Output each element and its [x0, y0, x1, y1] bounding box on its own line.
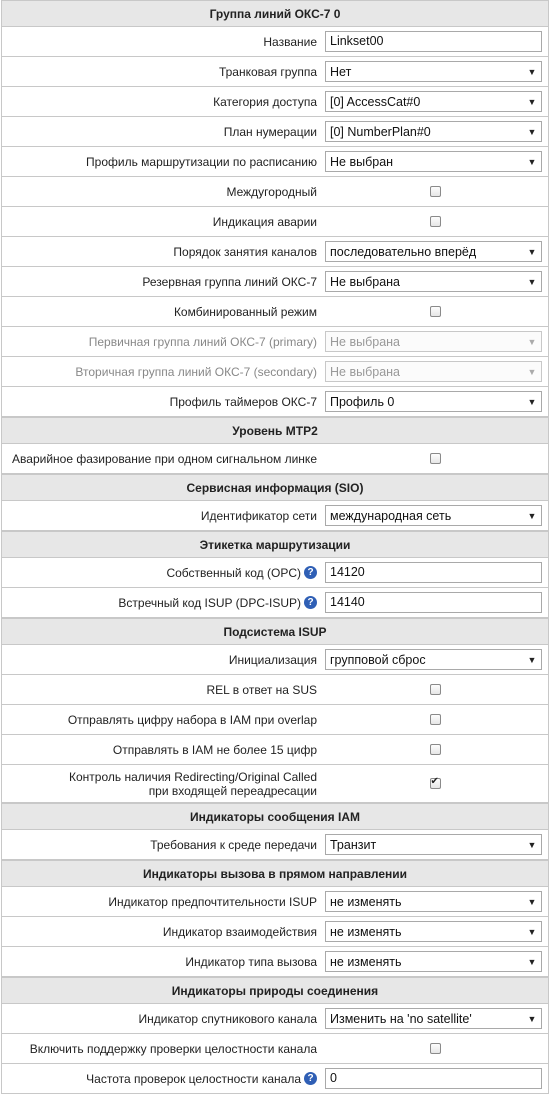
row-access-category [2, 87, 548, 117]
chevron-down-icon: ▼ [527, 276, 537, 287]
rel-on-sus-label: REL в ответ на SUS [206, 682, 317, 697]
linkset-settings-form [1, 0, 549, 1094]
continuity-frequency-label: Частота проверок целостности канала [86, 1071, 301, 1086]
transmission-medium-select[interactable] [325, 834, 542, 855]
row-dpc [2, 588, 548, 618]
reserve-group-label: Резервная группа линий ОКС-7 [142, 274, 317, 289]
chevron-down-icon: ▼ [527, 156, 537, 167]
long-distance-label: Междугородный [226, 184, 317, 199]
call-type-value: не изменять [330, 954, 402, 969]
redirect-control-label-line1: Контроль наличия Redirecting/Original Called [69, 769, 317, 784]
row-interworking [2, 917, 548, 947]
chevron-down-icon: ▼ [527, 956, 537, 967]
dpc-input[interactable]: 14140 [325, 592, 542, 613]
help-icon[interactable]: ? [304, 1072, 317, 1085]
row-emergency-phasing [2, 444, 548, 474]
isup-preference-value: не изменять [330, 894, 402, 909]
row-timer-profile [2, 387, 548, 417]
satellite-label: Индикатор спутникового канала [138, 1011, 317, 1026]
primary-group-label: Первичная группа линий ОКС-7 (primary) [88, 334, 317, 349]
secondary-group-label: Вторичная группа линий ОКС-7 (secondary) [75, 364, 317, 379]
chevron-down-icon: ▼ [527, 246, 537, 257]
primary-group-select [325, 331, 542, 352]
isup-preference-select[interactable] [325, 891, 542, 912]
row-trunk-group [2, 57, 548, 87]
network-id-select[interactable] [325, 505, 542, 526]
section-linkset: Группа линий ОКС-7 0 [2, 0, 548, 27]
section-routing-label: Этикетка маршрутизации [2, 531, 548, 558]
section-connection-nature: Индикаторы природы соединения [2, 977, 548, 1004]
transmission-medium-value: Транзит [330, 837, 377, 852]
row-redirect-control [2, 765, 548, 803]
secondary-group-value: Не выбрана [330, 364, 400, 379]
emergency-phasing-checkbox[interactable] [430, 453, 441, 464]
row-reserve-group [2, 267, 548, 297]
row-max-15-digits [2, 735, 548, 765]
opc-input[interactable]: 14120 [325, 562, 542, 583]
chevron-down-icon: ▼ [527, 839, 537, 850]
access-category-select[interactable] [325, 91, 542, 112]
row-channel-order [2, 237, 548, 267]
initialization-value: групповой сброс [330, 652, 426, 667]
row-alarm-indication [2, 207, 548, 237]
interworking-label: Индикатор взаимодействия [162, 924, 317, 939]
interworking-select[interactable] [325, 921, 542, 942]
section-isup: Подсистема ISUP [2, 618, 548, 645]
chevron-down-icon: ▼ [527, 396, 537, 407]
chevron-down-icon: ▼ [527, 510, 537, 521]
reserve-group-value: Не выбрана [330, 274, 400, 289]
combined-mode-checkbox[interactable] [430, 306, 441, 317]
row-transmission-medium [2, 830, 548, 860]
trunk-group-label: Транковая группа [218, 64, 317, 79]
chevron-down-icon: ▼ [527, 366, 537, 377]
opc-label: Собственный код (OPC) [166, 565, 301, 580]
numbering-plan-label: План нумерации [223, 124, 317, 139]
numbering-plan-select[interactable] [325, 121, 542, 142]
chevron-down-icon: ▼ [527, 926, 537, 937]
trunk-group-value: Нет [330, 64, 352, 79]
primary-group-value: Не выбрана [330, 334, 400, 349]
alarm-indication-checkbox[interactable] [430, 216, 441, 227]
schedule-profile-label: Профиль маршрутизации по расписанию [86, 154, 317, 169]
chevron-down-icon: ▼ [527, 654, 537, 665]
alarm-indication-label: Индикация аварии [212, 214, 317, 229]
help-icon[interactable]: ? [304, 566, 317, 579]
chevron-down-icon: ▼ [527, 66, 537, 77]
row-primary-group [2, 327, 548, 357]
isup-preference-label: Индикатор предпочтительности ISUP [108, 894, 317, 909]
section-sio: Сервисная информация (SIO) [2, 474, 548, 501]
chevron-down-icon: ▼ [527, 336, 537, 347]
section-mtp2: Уровень МТР2 [2, 417, 548, 444]
channel-order-value: последовательно вперёд [330, 244, 477, 259]
access-category-label: Категория доступа [213, 94, 317, 109]
row-call-type [2, 947, 548, 977]
row-rel-on-sus [2, 675, 548, 705]
chevron-down-icon: ▼ [527, 126, 537, 137]
row-combined-mode [2, 297, 548, 327]
network-id-value: международная сеть [330, 508, 452, 523]
row-network-id [2, 501, 548, 531]
row-secondary-group [2, 357, 548, 387]
continuity-frequency-input[interactable]: 0 [325, 1068, 542, 1089]
row-schedule-profile [2, 147, 548, 177]
numbering-plan-value: [0] NumberPlan#0 [330, 124, 431, 139]
name-label: Название [263, 34, 317, 49]
emergency-phasing-label: Аварийное фазирование при одном сигнальном линке [12, 451, 317, 466]
transmission-medium-label: Требования к среде передачи [150, 837, 317, 852]
combined-mode-label: Комбинированный режим [173, 304, 317, 319]
row-name [2, 27, 548, 57]
dpc-label: Встречный код ISUP (DPC-ISUP) [118, 595, 301, 610]
schedule-profile-select[interactable] [325, 151, 542, 172]
satellite-value: Изменить на 'no satellite' [330, 1011, 472, 1026]
access-category-value: [0] AccessCat#0 [330, 94, 421, 109]
row-isup-preference [2, 887, 548, 917]
row-send-digits-overlap [2, 705, 548, 735]
redirect-control-label-line2: при входящей переадресации [148, 783, 317, 798]
continuity-check-checkbox[interactable] [430, 1043, 441, 1054]
row-continuity-check [2, 1034, 548, 1064]
timer-profile-select[interactable] [325, 391, 542, 412]
row-continuity-frequency [2, 1064, 548, 1094]
secondary-group-select [325, 361, 542, 382]
schedule-profile-value: Не выбран [330, 154, 394, 169]
redirect-control-label [69, 770, 317, 798]
satellite-select[interactable] [325, 1008, 542, 1029]
row-initialization [2, 645, 548, 675]
section-iam: Индикаторы сообщения IAM [2, 803, 548, 830]
chevron-down-icon: ▼ [527, 1013, 537, 1024]
send-digits-overlap-checkbox[interactable] [430, 714, 441, 725]
max-15-digits-label: Отправлять в IAM не более 15 цифр [112, 742, 317, 757]
trunk-group-select[interactable] [325, 61, 542, 82]
row-long-distance [2, 177, 548, 207]
initialization-label: Инициализация [228, 652, 317, 667]
timer-profile-label: Профиль таймеров ОКС-7 [169, 394, 317, 409]
section-forward-indicators: Индикаторы вызова в прямом направлении [2, 860, 548, 887]
channel-order-select[interactable] [325, 241, 542, 262]
continuity-check-label: Включить поддержку проверки целостности канала [29, 1041, 317, 1056]
redirect-control-checkbox[interactable] [430, 778, 441, 789]
send-digits-overlap-label: Отправлять цифру набора в IAM при overlap [67, 712, 317, 727]
interworking-value: не изменять [330, 924, 402, 939]
channel-order-label: Порядок занятия каналов [173, 244, 317, 259]
name-input[interactable]: Linkset00 [325, 31, 542, 52]
chevron-down-icon: ▼ [527, 896, 537, 907]
call-type-select[interactable] [325, 951, 542, 972]
row-opc [2, 558, 548, 588]
max-15-digits-checkbox[interactable] [430, 744, 441, 755]
call-type-label: Индикатор типа вызова [185, 954, 317, 969]
chevron-down-icon: ▼ [527, 96, 537, 107]
network-id-label: Идентификатор сети [200, 508, 317, 523]
rel-on-sus-checkbox[interactable] [430, 684, 441, 695]
row-satellite [2, 1004, 548, 1034]
help-icon[interactable]: ? [304, 596, 317, 609]
long-distance-checkbox[interactable] [430, 186, 441, 197]
row-numbering-plan [2, 117, 548, 147]
timer-profile-value: Профиль 0 [330, 394, 395, 409]
reserve-group-select[interactable] [325, 271, 542, 292]
initialization-select[interactable] [325, 649, 542, 670]
